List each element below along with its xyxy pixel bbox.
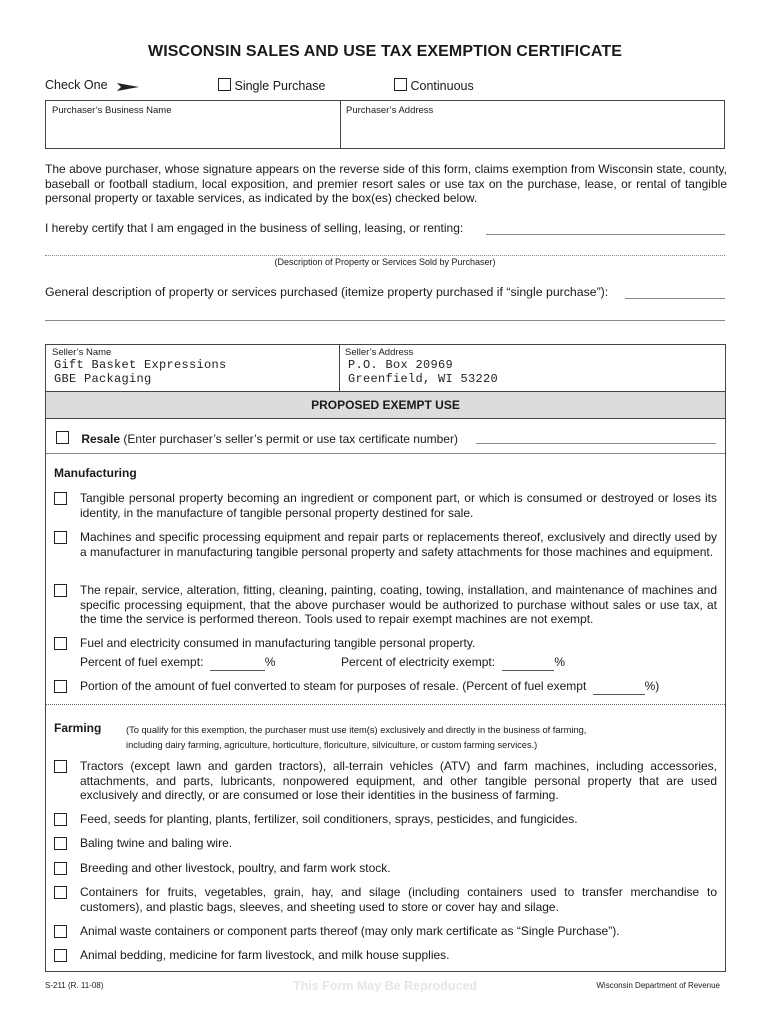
- farming-item-5-text: Containers for fruits, vegetables, grain, hay, and silage (including containers used to transfer merchandise to customers), and plastic bags, sleeves, and sheeting used to store or cover hay and silage.: [80, 885, 717, 914]
- manufacturing-item-4[interactable]: [80, 636, 717, 651]
- purchaser-name-field[interactable]: [48, 119, 338, 147]
- fuel-percent-label: Percent of fuel exempt:: [80, 655, 204, 669]
- farming-item-2[interactable]: [80, 812, 717, 827]
- electricity-percent-label: Percent of electricity exempt:: [341, 655, 496, 669]
- farming-item-6[interactable]: [80, 924, 717, 939]
- farming-item-6-text: Animal waste containers or component parts thereof (may only mark certificate as “Single Purchase”).: [80, 924, 620, 938]
- department-name: Wisconsin Department of Revenue: [596, 981, 720, 990]
- divider-resale: [46, 453, 725, 454]
- check-one-label: Check One: [45, 78, 108, 92]
- seller-address-label: Seller’s Address: [345, 347, 414, 358]
- purchaser-divider: [340, 101, 341, 148]
- farming-item-4-text: Breeding and other livestock, poultry, and farm work stock.: [80, 861, 391, 875]
- electricity-percent-sign: %: [554, 655, 566, 669]
- farming-item-5[interactable]: [80, 885, 717, 914]
- seller-address-line-2[interactable]: Greenfield, WI 53220: [348, 372, 499, 386]
- farming-item-3[interactable]: [80, 836, 717, 851]
- resale-permit-input-line[interactable]: [476, 443, 716, 444]
- electricity-percent-row: [341, 655, 565, 671]
- certify-description-line[interactable]: [45, 255, 725, 256]
- manufacturing-item-5[interactable]: [80, 679, 720, 695]
- manufacturing-checkbox-5[interactable]: [54, 680, 67, 693]
- reproduce-watermark: This Form May Be Reproduced: [292, 979, 478, 993]
- continuous-option[interactable]: [394, 78, 474, 93]
- intro-paragraph: The above purchaser, whose signature appears on the reverse side of this form, claims exemption from Wisconsin state, county, baseball or football stadium, local exposition, and premier resort sales or use tax on the purchase, lease, or rental of tangible personal property or taxable services, as indicated by the box(es) checked below.: [45, 162, 727, 205]
- certify-caption: (Description of Property or Services Sold by Purchaser): [274, 257, 496, 267]
- farming-note: [126, 723, 586, 752]
- resale-label: Resale: [81, 432, 121, 446]
- seller-name-line-1[interactable]: Gift Basket Expressions: [54, 358, 227, 372]
- farming-checkbox-5[interactable]: [54, 886, 67, 899]
- fuel-percent-input[interactable]: [210, 655, 265, 671]
- certify-text: I hereby certify that I am engaged in the business of selling, leasing, or renting:: [45, 221, 464, 235]
- manufacturing-item-5-text: Portion of the amount of fuel converted to steam for purposes of resale. (Percent of fuel exempt: [80, 679, 587, 693]
- farming-note-line-2: including dairy farming, agriculture, horticulture, floriculture, silviculture, or custom farming services.): [126, 739, 538, 750]
- farming-checkbox-7[interactable]: [54, 949, 67, 962]
- purchaser-address-label: Purchaser’s Address: [346, 105, 434, 116]
- continuous-label: Continuous: [410, 79, 474, 93]
- purchaser-address-field[interactable]: [343, 119, 723, 147]
- farming-item-1-text: Tractors (except lawn and garden tractors), all-terrain vehicles (ATV) and farm machines, including accessories, attachments, and parts, lubricants, nonpowered equipment, and other tangible personal property that are used exclusively and directly, or are consumed or lose their identities in the business of farming.: [80, 759, 717, 802]
- exempt-use-box: [45, 344, 726, 972]
- seller-divider: [339, 345, 340, 391]
- manufacturing-checkbox-1[interactable]: [54, 492, 67, 505]
- manufacturing-heading: Manufacturing: [54, 466, 137, 480]
- proposed-exempt-use-header: PROPOSED EXEMPT USE: [46, 391, 725, 419]
- resale-text: (Enter purchaser’s seller’s permit or use tax certificate number): [123, 432, 458, 446]
- general-description-text: General description of property or services purchased (itemize property purchased if “single purchase”):: [45, 285, 609, 299]
- fuel-percent-row: [80, 655, 275, 671]
- farming-item-3-text: Baling twine and baling wire.: [80, 836, 233, 850]
- manufacturing-checkbox-4[interactable]: [54, 637, 67, 650]
- arrow-right-icon: [117, 82, 139, 92]
- farming-checkbox-1[interactable]: [54, 760, 67, 773]
- general-description-line-2[interactable]: [45, 320, 725, 321]
- manufacturing-item-2-text: Machines and specific processing equipment and repair parts or replacements thereof, exclusively and directly used by a manufacturer in manufacturing tangible personal property and safety attachments for those machines and equipment.: [80, 530, 717, 559]
- manufacturing-item-3-text: The repair, service, alteration, fitting, cleaning, painting, coating, towing, installation, and maintenance of machines and specific processing equipment, that the above purchaser would be authorized to purchase without sales or use tax, at the time the service is performed thereon. Tools used to repair exempt machines are not exempt.: [80, 583, 717, 626]
- manufacturing-item-3[interactable]: [80, 583, 717, 627]
- farming-item-4[interactable]: [80, 861, 717, 876]
- manufacturing-checkbox-3[interactable]: [54, 584, 67, 597]
- farming-item-7[interactable]: [80, 948, 717, 963]
- farming-checkbox-6[interactable]: [54, 925, 67, 938]
- farming-item-1[interactable]: [80, 759, 717, 803]
- single-purchase-label: Single Purchase: [234, 79, 326, 93]
- purchaser-box: [45, 100, 725, 149]
- farming-note-line-1: (To qualify for this exemption, the purchaser must use item(s) exclusively and directly in the business of farming,: [126, 725, 587, 735]
- seller-name-label: Seller’s Name: [52, 347, 112, 358]
- farming-checkbox-4[interactable]: [54, 862, 67, 875]
- purchaser-name-label: Purchaser’s Business Name: [52, 105, 172, 116]
- manufacturing-item-1-text: Tangible personal property becoming an ingredient or component part, or which is consumed or destroyed or loses its identity, in the manufacture of tangible personal property destined for sale.: [80, 491, 717, 520]
- continuous-checkbox[interactable]: [394, 78, 407, 91]
- form-number: S-211 (R. 11-08): [45, 981, 104, 990]
- manufacturing-item-4-text: Fuel and electricity consumed in manufacturing tangible personal property.: [80, 636, 476, 650]
- farming-checkbox-2[interactable]: [54, 813, 67, 826]
- farming-item-2-text: Feed, seeds for planting, plants, fertilizer, soil conditioners, sprays, pesticides, and fungicides.: [80, 812, 578, 826]
- resale-checkbox[interactable]: [56, 431, 69, 444]
- divider-manufacturing: [46, 704, 725, 705]
- farming-item-7-text: Animal bedding, medicine for farm livestock, and milk house supplies.: [80, 948, 450, 962]
- single-purchase-option[interactable]: [218, 78, 326, 93]
- manufacturing-item-2[interactable]: [80, 530, 717, 559]
- manufacturing-item-1[interactable]: [80, 491, 717, 520]
- farming-checkbox-3[interactable]: [54, 837, 67, 850]
- electricity-percent-input[interactable]: [502, 655, 554, 671]
- resale-row[interactable]: [56, 431, 458, 446]
- general-description-input-line[interactable]: [625, 298, 725, 299]
- manufacturing-checkbox-2[interactable]: [54, 531, 67, 544]
- seller-address-line-1[interactable]: P.O. Box 20969: [348, 358, 454, 372]
- seller-name-line-2[interactable]: GBE Packaging: [54, 372, 152, 386]
- manufacturing-item-5-end: %): [644, 679, 660, 693]
- farming-heading: Farming: [54, 721, 102, 735]
- single-purchase-checkbox[interactable]: [218, 78, 231, 91]
- certify-input-line[interactable]: [486, 234, 725, 235]
- fuel-percent-sign: %: [264, 655, 276, 669]
- steam-fuel-percent-input[interactable]: [593, 679, 645, 695]
- form-title: WISCONSIN SALES AND USE TAX EXEMPTION CERTIFICATE: [148, 43, 622, 60]
